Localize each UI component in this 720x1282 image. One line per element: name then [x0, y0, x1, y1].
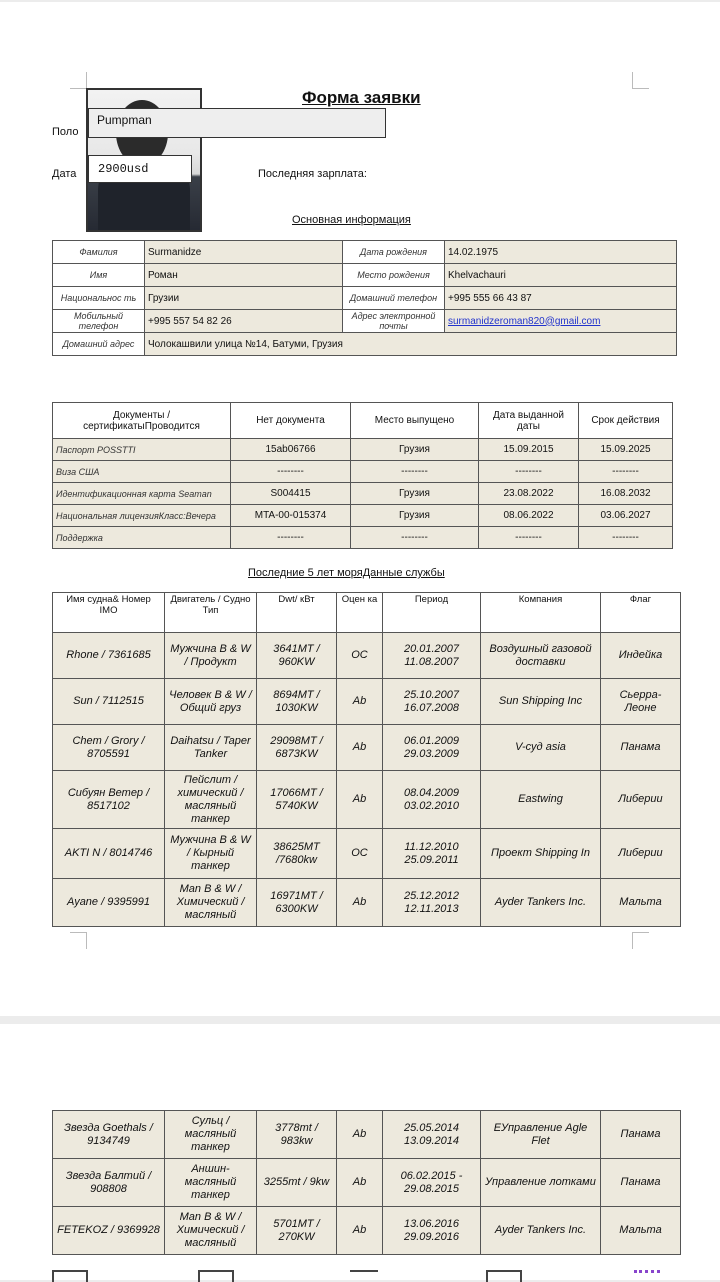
table-cell: OC [337, 633, 383, 679]
table-cell: 25.12.2012 12.11.2013 [383, 879, 481, 927]
bottom-toolbar [0, 1262, 720, 1280]
date-label: Дата [52, 168, 77, 180]
table-cell: Ab [337, 679, 383, 725]
table-cell: Индейка [601, 633, 681, 679]
table-cell: Национальная лицензияКласс:Вечера [53, 505, 231, 527]
field-value: Khelvachauri [445, 264, 677, 287]
column-header: Компания [481, 593, 601, 633]
table-row [53, 679, 681, 725]
table-cell: Ab [337, 1207, 383, 1255]
table-cell: Панама [601, 725, 681, 771]
column-header: Дата выданной даты [479, 403, 579, 439]
table-row [53, 829, 681, 879]
table-cell: Sun / 7112515 [53, 679, 165, 725]
last-salary-label: Последняя зарплата: [258, 168, 367, 180]
table-cell: -------- [231, 461, 351, 483]
table-cell: Ab [337, 1159, 383, 1207]
column-header: Оцен ка [337, 593, 383, 633]
column-header: Нет документа [231, 403, 351, 439]
table-cell: Сибуян Ветер / 8517102 [53, 771, 165, 829]
table-cell: Daihatsu / Taper Tanker [165, 725, 257, 771]
table-cell: -------- [479, 527, 579, 549]
table-cell: Мальта [601, 879, 681, 927]
basic-info-table [52, 240, 677, 356]
page-title: Форма заявки [302, 88, 421, 107]
table-cell: Виза США [53, 461, 231, 483]
field-label: Домашний телефон [343, 287, 445, 310]
table-row [53, 725, 681, 771]
table-cell: 38625MT /7680kw [257, 829, 337, 879]
table-cell: Аншин-масляный танкер [165, 1159, 257, 1207]
table-cell: Ayane / 9395991 [53, 879, 165, 927]
table-row [53, 527, 673, 549]
field-label: Домашний адрес [53, 333, 145, 356]
table-cell: 15ab06766 [231, 439, 351, 461]
table-row [53, 483, 673, 505]
table-cell: 08.04.2009 03.02.2010 [383, 771, 481, 829]
table-cell: 5701MT / 270KW [257, 1207, 337, 1255]
service-table [52, 592, 681, 927]
table-cell: OC [337, 829, 383, 879]
table-cell: 15.09.2015 [479, 439, 579, 461]
table-cell: 11.12.2010 25.09.2011 [383, 829, 481, 879]
table-row [53, 633, 681, 679]
field-value: Чолокашвили улица №14, Батуми, Грузия [145, 333, 677, 356]
table-cell: Сульц / масляный танкер [165, 1111, 257, 1159]
table-cell: 03.06.2027 [579, 505, 673, 527]
column-header: Документы / сертификатыПроводится [53, 403, 231, 439]
table-cell: Либерии [601, 829, 681, 879]
field-value: surmanidzeroman820@gmail.com [445, 310, 677, 333]
table-cell: Мальта [601, 1207, 681, 1255]
table-row [53, 287, 677, 310]
table-cell: 3255mt / 9kw [257, 1159, 337, 1207]
table-cell: Либерии [601, 771, 681, 829]
field-value: Роман [145, 264, 343, 287]
table-cell: -------- [231, 527, 351, 549]
table-row [53, 461, 673, 483]
table-cell: MTA-00-015374 [231, 505, 351, 527]
table-cell: 20.01.2007 11.08.2007 [383, 633, 481, 679]
table-cell: 3778mt / 983kw [257, 1111, 337, 1159]
margin-mark [632, 932, 649, 949]
field-value: +995 557 54 82 26 [145, 310, 343, 333]
table-cell: 17066MT / 5740KW [257, 771, 337, 829]
table-cell: Сьерра-Леоне [601, 679, 681, 725]
table-cell: S004415 [231, 483, 351, 505]
table-cell: Управление лотками [481, 1159, 601, 1207]
field-label: Адрес электронной почты [343, 310, 445, 333]
table-cell: Грузия [351, 439, 479, 461]
column-header: Dwt/ кВт [257, 593, 337, 633]
salary-field[interactable]: 2900usd [88, 155, 192, 183]
field-label: Национальнос ть [53, 287, 145, 310]
column-header: Двигатель / Судно Тип [165, 593, 257, 633]
table-cell: Man B & W / Химический / масляный [165, 879, 257, 927]
table-cell: Chem / Grory / 8705591 [53, 725, 165, 771]
column-header: Имя судна& Номер IMO [53, 593, 165, 633]
table-cell: Человек B & W / Общий груз [165, 679, 257, 725]
table-row [53, 1207, 681, 1255]
table-cell: 06.02.2015 - 29.08.2015 [383, 1159, 481, 1207]
table-row [53, 333, 677, 356]
table-cell: Ab [337, 725, 383, 771]
table-row [53, 879, 681, 927]
table-cell: Грузия [351, 505, 479, 527]
table-cell: Звезда Goethals / 9134749 [53, 1111, 165, 1159]
column-header: Период [383, 593, 481, 633]
field-label: Имя [53, 264, 145, 287]
table-cell: Паспорт POSSTTI [53, 439, 231, 461]
margin-mark [632, 72, 649, 89]
table-cell: 3641MT / 960KW [257, 633, 337, 679]
table-cell: Панама [601, 1111, 681, 1159]
edit-icon[interactable] [486, 1270, 522, 1282]
assistant-icon[interactable] [634, 1270, 660, 1282]
table-cell: Звезда Балтий / 908808 [53, 1159, 165, 1207]
column-header: Место выпущено [351, 403, 479, 439]
table-cell: Ab [337, 771, 383, 829]
table-cell: -------- [479, 461, 579, 483]
table-cell: Ayder Tankers Inc. [481, 1207, 601, 1255]
document-page-2 [0, 1024, 720, 1264]
table-cell: Идентификационная карта Seaman [53, 483, 231, 505]
table-cell: FETEKOZ / 9369928 [53, 1207, 165, 1255]
table-row [53, 264, 677, 287]
documents-table [52, 402, 673, 549]
table-cell: -------- [579, 527, 673, 549]
table-row [53, 1111, 681, 1159]
table-row [53, 1159, 681, 1207]
field-label: Место рождения [343, 264, 445, 287]
field-label: Дата рождения [343, 241, 445, 264]
table-cell: EУправление Agle Flet [481, 1111, 601, 1159]
table-cell: Проект Shipping In [481, 829, 601, 879]
table-cell: 29098MT / 6873KW [257, 725, 337, 771]
table-cell: 06.01.2009 29.03.2009 [383, 725, 481, 771]
field-value: Surmanidze [145, 241, 343, 264]
table-cell: Rhone / 7361685 [53, 633, 165, 679]
basic-info-heading: Основная информация [292, 214, 411, 226]
table-cell: Пейслит / химический / масляный танкер [165, 771, 257, 829]
table-cell: Мужчина B & W / Кырный танкер [165, 829, 257, 879]
table-cell: -------- [351, 527, 479, 549]
table-cell: Мужчина B & W / Продукт [165, 633, 257, 679]
table-cell: Eastwing [481, 771, 601, 829]
service-heading: Последние 5 лет моряДанные службы [248, 567, 445, 579]
table-cell: 23.08.2022 [479, 483, 579, 505]
document-page-1 [0, 2, 720, 1016]
field-label: Фамилия [53, 241, 145, 264]
table-cell: Ab [337, 1111, 383, 1159]
table-cell: 08.06.2022 [479, 505, 579, 527]
table-cell: Ayder Tankers Inc. [481, 879, 601, 927]
field-label: Мобильный телефон [53, 310, 145, 333]
table-cell: 25.10.2007 16.07.2008 [383, 679, 481, 725]
table-cell: 13.06.2016 29.09.2016 [383, 1207, 481, 1255]
table-cell: Грузия [351, 483, 479, 505]
table-cell: -------- [351, 461, 479, 483]
pages-icon[interactable] [52, 1270, 88, 1282]
table-cell: Панама [601, 1159, 681, 1207]
table-cell: V-суд asia [481, 725, 601, 771]
table-cell: AKTI N / 8014746 [53, 829, 165, 879]
table-row [53, 439, 673, 461]
table-cell: Воздушный газовой доставки [481, 633, 601, 679]
table-cell: Ab [337, 879, 383, 927]
field-value: 14.02.1975 [445, 241, 677, 264]
position-label: Поло [52, 126, 79, 138]
table-cell: Поддержка [53, 527, 231, 549]
table-cell: 25.05.2014 13.09.2014 [383, 1111, 481, 1159]
table-cell: 8694MT / 1030KW [257, 679, 337, 725]
share-icon[interactable] [350, 1270, 378, 1282]
table-cell: -------- [579, 461, 673, 483]
column-header: Флаг [601, 593, 681, 633]
field-value: +995 555 66 43 87 [445, 287, 677, 310]
service-table-continued [52, 1110, 681, 1255]
position-field[interactable]: Pumpman [88, 108, 386, 138]
table-cell: 15.09.2025 [579, 439, 673, 461]
table-cell: 16971MT / 6300KW [257, 879, 337, 927]
field-value: Грузии [145, 287, 343, 310]
table-row [53, 241, 677, 264]
margin-mark [70, 72, 87, 89]
table-row [53, 310, 677, 333]
table-cell: Man B & W / Химический / масляный [165, 1207, 257, 1255]
column-header: Срок действия [579, 403, 673, 439]
margin-mark [70, 932, 87, 949]
table-row [53, 505, 673, 527]
table-row [53, 771, 681, 829]
table-cell: 16.08.2032 [579, 483, 673, 505]
table-cell: Sun Shipping Inc [481, 679, 601, 725]
fit-screen-icon[interactable] [198, 1270, 234, 1282]
